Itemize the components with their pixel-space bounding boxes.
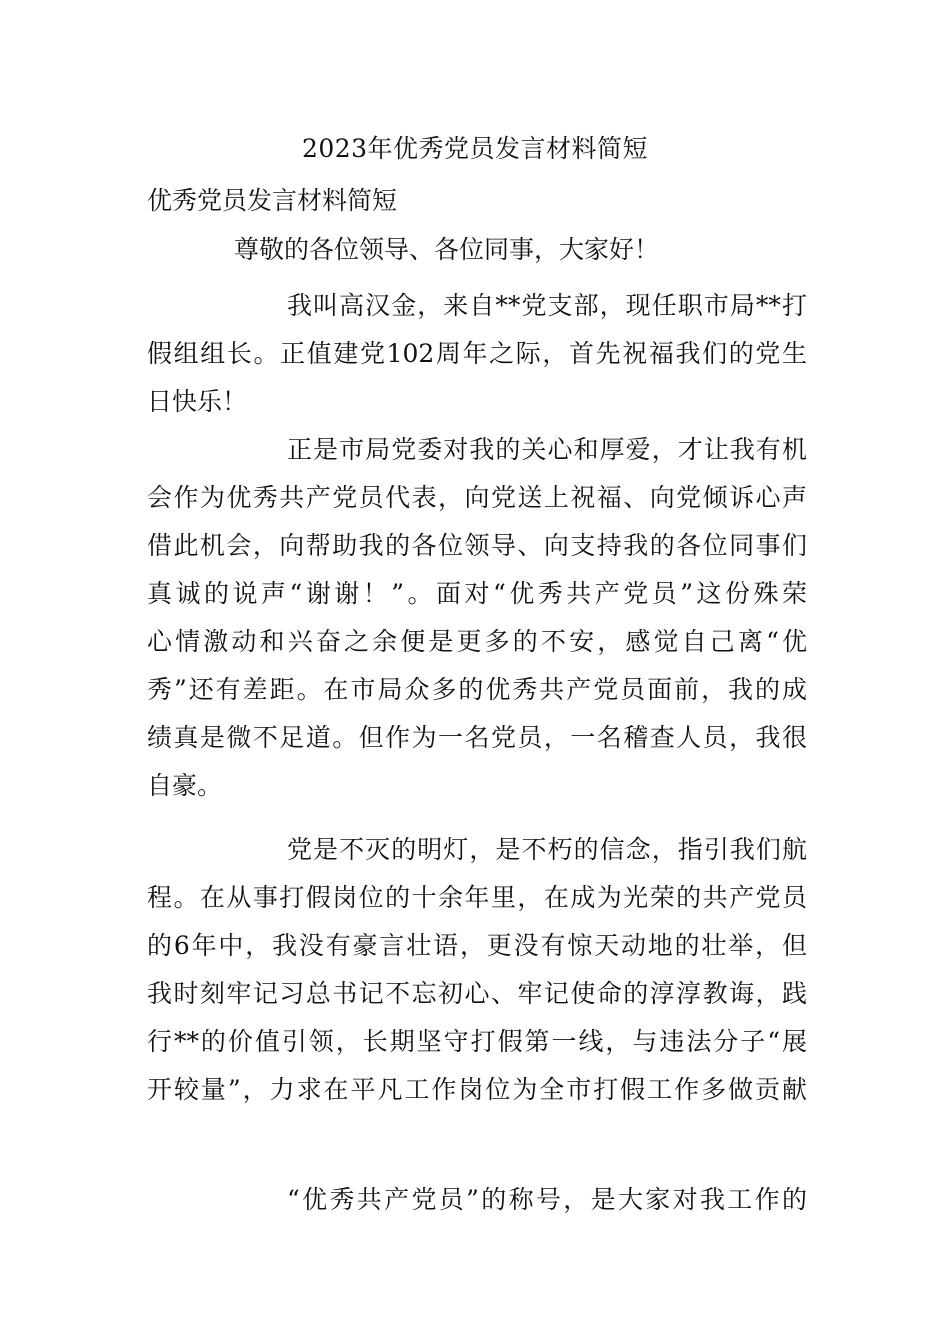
paragraph-line: 我时刻牢记习总书记不忘初心、牢记使命的淳淳教诲，践 [147,979,807,1008]
greeting-paragraph [147,226,807,274]
paragraph-line: 程。在从事打假岗位的十余年里，在成为光荣的共产党员 [147,883,807,912]
paragraph-line: 假组组长。正值建党102周年之际，首先祝福我们的党生 [147,339,807,368]
greeting-line: 尊敬的各位领导、各位同事，大家好！ [234,235,660,264]
paragraph-3 [147,826,807,1114]
paragraph-line: 心情激动和兴奋之余便是更多的不安，感觉自己离“优 [147,627,807,656]
document-subtitle: 优秀党员发言材料简短 [147,186,398,215]
paragraph-line: 行**的价值引领，长期坚守打假第一线，与违法分子“展 [147,1027,807,1056]
paragraph-line: 正是市局党委对我的关心和厚爱，才让我有机 [287,435,807,464]
paragraph-line: 自豪。 [147,771,223,800]
paragraph-2 [147,426,807,810]
paragraph-line: 的6年中，我没有豪言壮语，更没有惊天动地的壮举，但 [147,931,807,960]
paragraph-line: 秀”还有差距。在市局众多的优秀共产党员面前，我的成 [147,675,807,704]
paragraph-4 [147,1176,807,1224]
paragraph-line: 日快乐！ [147,387,248,416]
document-title: 2023年优秀党员发言材料简短 [301,134,649,163]
paragraph-line: 借此机会，向帮助我的各位领导、向支持我的各位同事们 [147,531,807,560]
paragraph-line: 绩真是微不足道。但作为一名党员，一名稽查人员，我很 [147,723,807,752]
paragraph-line: 真诚的说声“谢谢！”。面对“优秀共产党员”这份殊荣 [147,579,807,608]
paragraph-line: “优秀共产党员”的称号，是大家对我工作的 [287,1185,807,1214]
paragraph-line: 开较量”，力求在平凡工作岗位为全市打假工作多做贡献 [147,1075,807,1104]
paragraph-line: 党是不灭的明灯，是不朽的信念，指引我们航 [287,835,807,864]
paragraph-line: 会作为优秀共产党员代表，向党送上祝福、向党倾诉心声 [147,483,807,512]
paragraph-line: 我叫高汉金，来自**党支部，现任职市局**打 [287,291,807,320]
paragraph-1 [147,282,807,426]
